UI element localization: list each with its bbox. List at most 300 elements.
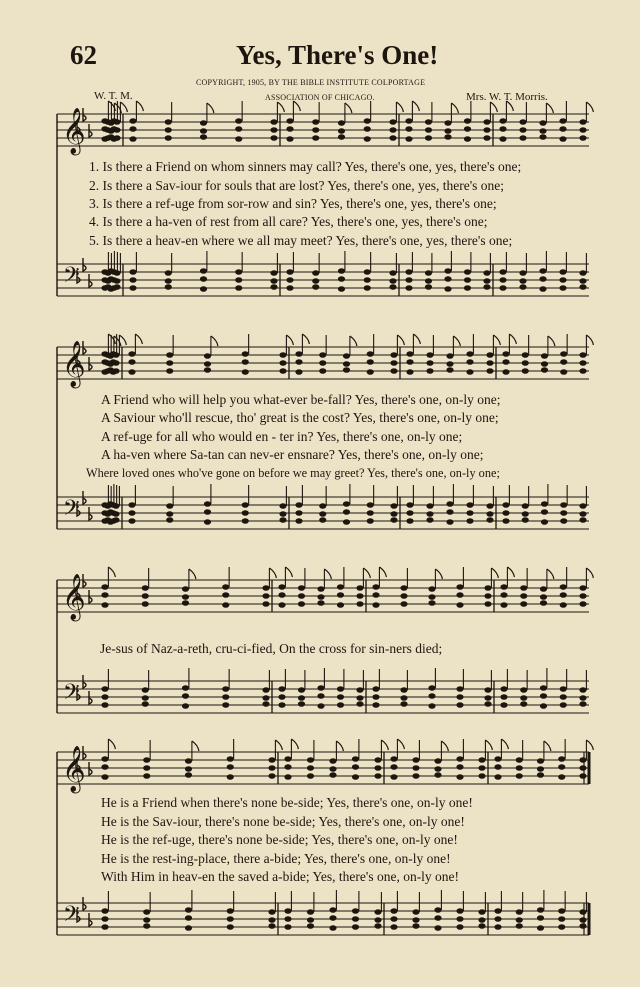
note-flag — [453, 336, 460, 346]
note-head — [101, 908, 108, 914]
note-head — [579, 773, 586, 779]
note-head — [541, 367, 548, 373]
note-head — [200, 276, 207, 282]
note-head — [374, 923, 381, 929]
note-head — [502, 359, 509, 365]
note-head — [579, 909, 586, 915]
note-head — [541, 353, 548, 359]
note-head — [338, 134, 345, 140]
bass-clef-icon: 𝄢 — [63, 902, 80, 932]
note-head — [338, 268, 345, 274]
note-head — [390, 517, 397, 523]
note-head — [182, 685, 189, 691]
note-head — [537, 766, 544, 772]
note-head — [262, 601, 269, 607]
note-head — [444, 268, 451, 274]
note-head — [400, 593, 407, 599]
note-head — [278, 686, 285, 692]
note-head — [204, 501, 211, 507]
note-head — [317, 594, 324, 600]
note-flag — [324, 569, 331, 579]
note-head — [486, 503, 493, 509]
note-head — [560, 694, 567, 700]
note-head — [466, 351, 473, 357]
note-head — [298, 585, 305, 591]
note-head — [268, 757, 275, 763]
note-head — [426, 517, 433, 523]
note-head — [128, 518, 135, 524]
note-head — [284, 764, 291, 770]
note-head — [270, 135, 277, 141]
note-head — [279, 360, 286, 366]
note-head — [560, 602, 567, 608]
note-head — [412, 923, 419, 929]
verse-4-line-1: 4. Is there a ha-ven of rest from all care? Yes, there's one, yes, there's one; — [89, 214, 488, 229]
note-head — [262, 701, 269, 707]
note-head — [579, 917, 586, 923]
note-head — [101, 584, 108, 590]
note-head — [516, 773, 523, 779]
note-head — [579, 284, 586, 290]
note-head — [560, 510, 567, 516]
note-head — [444, 134, 451, 140]
note-head — [268, 909, 275, 915]
note-head — [298, 701, 305, 707]
note-head — [412, 773, 419, 779]
note-head — [483, 119, 490, 125]
note-head — [486, 360, 493, 366]
note-head — [284, 916, 291, 922]
note-head — [222, 694, 229, 700]
note-head — [537, 915, 544, 921]
note-head — [278, 584, 285, 590]
note-head — [499, 118, 506, 124]
note-head — [539, 276, 546, 282]
note-head — [494, 924, 501, 930]
note-head — [486, 352, 493, 358]
note-head — [129, 269, 136, 275]
note-head — [113, 135, 120, 141]
note-head — [185, 772, 192, 778]
note-head — [389, 284, 396, 290]
verse-4-line-2: A ha-ven where Sa-tan can nev-er ensnare? Yes, there's one, on-ly one; — [101, 447, 484, 462]
note-head — [502, 518, 509, 524]
note-head — [444, 120, 451, 126]
note-head — [129, 118, 136, 124]
note-head — [286, 269, 293, 275]
note-head — [278, 602, 285, 608]
note-head — [227, 924, 234, 930]
note-head — [352, 756, 359, 762]
note-head — [298, 593, 305, 599]
note-head — [101, 916, 108, 922]
note-head — [372, 694, 379, 700]
note-head — [101, 924, 108, 930]
note-head — [128, 510, 135, 516]
note-head — [516, 917, 523, 923]
note-head — [286, 277, 293, 283]
note-head — [486, 517, 493, 523]
note-head — [356, 701, 363, 707]
note-flag — [381, 740, 388, 750]
note-head — [204, 509, 211, 515]
note-head — [560, 702, 567, 708]
note-head — [406, 359, 413, 365]
note-head — [278, 592, 285, 598]
note-head — [338, 276, 345, 282]
note-flag — [491, 568, 498, 578]
note-head — [500, 592, 507, 598]
note-head — [112, 360, 119, 366]
note-head — [200, 286, 207, 292]
note-head — [112, 503, 119, 509]
note-head — [284, 924, 291, 930]
note-head — [519, 284, 526, 290]
note-head — [579, 593, 586, 599]
note-head — [374, 909, 381, 915]
note-head — [389, 278, 396, 284]
note-head — [242, 359, 249, 365]
note-head — [182, 600, 189, 606]
note-head — [579, 765, 586, 771]
verse-4-line-3: He is the rest-ing-place, there a-bide; Yes, there's one, on-ly one! — [101, 851, 451, 866]
note-head — [279, 368, 286, 374]
note-head — [428, 586, 435, 592]
note-head — [142, 585, 149, 591]
note-head — [165, 135, 172, 141]
note-head — [235, 269, 242, 275]
note-head — [242, 518, 249, 524]
note-head — [312, 278, 319, 284]
note-head — [478, 923, 485, 929]
note-head — [270, 270, 277, 276]
note-head — [364, 269, 371, 275]
verse-5-line-2: Where loved ones who've gone on before we may greet? Yes, there's one, on-ly one; — [86, 466, 500, 480]
note-head — [520, 687, 527, 693]
note-head — [101, 702, 108, 708]
note-head — [500, 694, 507, 700]
note-head — [466, 369, 473, 375]
note-head — [428, 693, 435, 699]
note-head — [484, 695, 491, 701]
note-head — [400, 687, 407, 693]
note-head — [444, 128, 451, 134]
note-head — [456, 924, 463, 930]
note-head — [516, 757, 523, 763]
note-head — [374, 773, 381, 779]
note-flag — [120, 102, 127, 112]
note-flag — [586, 740, 593, 750]
note-head — [444, 276, 451, 282]
note-head — [540, 594, 547, 600]
note-flag — [135, 334, 142, 344]
note-head — [129, 136, 136, 142]
note-head — [185, 907, 192, 913]
note-head — [268, 773, 275, 779]
note-head — [522, 352, 529, 358]
note-head — [428, 600, 435, 606]
note-head — [319, 503, 326, 509]
note-head — [165, 127, 172, 133]
note-flag — [544, 741, 551, 751]
note-head — [298, 601, 305, 607]
note-head — [101, 694, 108, 700]
note-head — [456, 756, 463, 762]
note-head — [337, 602, 344, 608]
note-flag — [379, 567, 386, 577]
note-head — [390, 503, 397, 509]
note-head — [284, 756, 291, 762]
note-head — [112, 368, 119, 374]
note-head — [389, 135, 396, 141]
note-head — [412, 917, 419, 923]
note-head — [522, 360, 529, 366]
note-head — [520, 701, 527, 707]
note-head — [317, 703, 324, 709]
note-head — [579, 270, 586, 276]
note-head — [560, 686, 567, 692]
note-head — [500, 686, 507, 692]
note-head — [494, 916, 501, 922]
note-head — [560, 359, 567, 365]
note-head — [113, 278, 120, 284]
note-head — [227, 764, 234, 770]
note-flag — [485, 740, 492, 750]
note-head — [516, 909, 523, 915]
note-flag — [293, 101, 300, 111]
note-head — [559, 269, 566, 275]
note-head — [235, 136, 242, 142]
note-head — [204, 361, 211, 367]
note-head — [539, 128, 546, 134]
note-flag — [108, 567, 115, 577]
note-head — [143, 765, 150, 771]
note-head — [286, 136, 293, 142]
note-head — [200, 134, 207, 140]
note-head — [343, 353, 350, 359]
note-head — [329, 907, 336, 913]
note-head — [456, 908, 463, 914]
note-head — [262, 593, 269, 599]
note-head — [329, 758, 336, 764]
note-head — [101, 686, 108, 692]
note-head — [502, 369, 509, 375]
note-head — [520, 593, 527, 599]
treble-clef-icon: 𝄞 — [62, 108, 86, 154]
note-head — [389, 127, 396, 133]
note-head — [519, 119, 526, 125]
note-head — [560, 584, 567, 590]
note-head — [559, 126, 566, 132]
verse-3-line-3: He is the ref-uge, there's none be-side; Yes, there's one, on-ly one! — [101, 832, 458, 847]
note-head — [278, 702, 285, 708]
note-head — [486, 511, 493, 517]
note-head — [278, 694, 285, 700]
note-head — [579, 119, 586, 125]
note-head — [541, 361, 548, 367]
note-head — [128, 502, 135, 508]
note-head — [579, 352, 586, 358]
note-head — [352, 764, 359, 770]
note-head — [428, 685, 435, 691]
note-head — [200, 268, 207, 274]
note-head — [312, 270, 319, 276]
note-head — [540, 586, 547, 592]
note-head — [405, 136, 412, 142]
note-head — [142, 687, 149, 693]
note-head — [113, 284, 120, 290]
note-flag — [136, 101, 143, 111]
note-head — [560, 351, 567, 357]
note-flag — [189, 569, 196, 579]
note-head — [446, 519, 453, 525]
note-head — [312, 127, 319, 133]
note-flag — [546, 103, 553, 113]
note-head — [390, 764, 397, 770]
note-head — [559, 285, 566, 291]
note-head — [372, 686, 379, 692]
note-flag — [397, 739, 404, 749]
note-flag — [211, 336, 218, 346]
note-head — [128, 351, 135, 357]
note-head — [466, 510, 473, 516]
note-flag — [441, 741, 448, 751]
note-head — [446, 361, 453, 367]
note-head — [412, 909, 419, 915]
note-flag — [277, 102, 284, 112]
note-flag — [286, 335, 293, 345]
note-flag — [336, 741, 343, 751]
note-head — [406, 351, 413, 357]
note-head — [519, 278, 526, 284]
note-head — [400, 601, 407, 607]
note-head — [222, 602, 229, 608]
note-head — [356, 601, 363, 607]
note-head — [307, 765, 314, 771]
note-head — [235, 277, 242, 283]
note-head — [329, 766, 336, 772]
note-head — [560, 518, 567, 524]
note-head — [317, 600, 324, 606]
note-head — [337, 694, 344, 700]
note-head — [400, 701, 407, 707]
note-head — [428, 594, 435, 600]
note-head — [499, 277, 506, 283]
note-head — [579, 923, 586, 929]
note-head — [312, 135, 319, 141]
note-head — [307, 917, 314, 923]
note-head — [227, 756, 234, 762]
note-head — [166, 511, 173, 517]
note-head — [286, 285, 293, 291]
note-flag — [451, 103, 458, 113]
note-head — [579, 127, 586, 133]
note-head — [579, 503, 586, 509]
note-head — [426, 368, 433, 374]
note-head — [142, 695, 149, 701]
note-head — [558, 908, 565, 914]
verse-1-line-3: He is a Friend when there's none be-side; Yes, there's one, on-ly one! — [101, 795, 473, 810]
note-head — [400, 695, 407, 701]
note-head — [279, 517, 286, 523]
note-head — [319, 352, 326, 358]
note-head — [319, 368, 326, 374]
note-head — [519, 270, 526, 276]
note-head — [559, 136, 566, 142]
note-head — [185, 766, 192, 772]
note-head — [166, 503, 173, 509]
note-head — [499, 269, 506, 275]
note-head — [242, 351, 249, 357]
note-flag — [507, 567, 514, 577]
note-head — [128, 359, 135, 365]
verse-2-line-3: He is the Sav-iour, there's none be-side; Yes, there's one, on-ly one! — [101, 814, 465, 829]
note-head — [364, 277, 371, 283]
note-head — [464, 277, 471, 283]
copyright-line-2: ASSOCIATION OF CHICAGO. — [265, 93, 375, 102]
note-head — [262, 687, 269, 693]
note-head — [560, 592, 567, 598]
note-head — [390, 916, 397, 922]
note-head — [372, 702, 379, 708]
note-head — [390, 908, 397, 914]
note-head — [405, 126, 412, 132]
note-head — [405, 277, 412, 283]
note-head — [113, 127, 120, 133]
note-head — [242, 369, 249, 375]
note-head — [456, 916, 463, 922]
note-head — [166, 517, 173, 523]
note-head — [352, 916, 359, 922]
note-head — [434, 766, 441, 772]
note-head — [406, 518, 413, 524]
note-head — [558, 764, 565, 770]
refrain-line: Je-sus of Naz-a-reth, cru-ci-fied, On the cross for sin-ners died; — [100, 641, 443, 656]
note-head — [204, 519, 211, 525]
note-flag — [302, 334, 309, 344]
note-head — [101, 602, 108, 608]
note-head — [405, 269, 412, 275]
verse-2-line-1: 2. Is there a Sav-iour for souls that are lost? Yes, there's one, yes, there's one; — [89, 178, 505, 193]
note-flag — [509, 334, 516, 344]
note-head — [502, 502, 509, 508]
note-head — [478, 773, 485, 779]
note-head — [486, 368, 493, 374]
note-flag — [412, 101, 419, 111]
note-head — [478, 917, 485, 923]
note-head — [390, 924, 397, 930]
note-head — [235, 118, 242, 124]
note-head — [222, 702, 229, 708]
note-head — [541, 501, 548, 507]
note-head — [499, 285, 506, 291]
note-head — [389, 270, 396, 276]
note-head — [200, 120, 207, 126]
note-head — [390, 774, 397, 780]
note-head — [204, 353, 211, 359]
note-head — [522, 503, 529, 509]
note-head — [129, 285, 136, 291]
note-head — [268, 917, 275, 923]
note-head — [425, 278, 432, 284]
note-head — [406, 369, 413, 375]
note-head — [456, 694, 463, 700]
note-head — [364, 285, 371, 291]
note-flag — [586, 102, 593, 112]
note-flag — [285, 567, 292, 577]
note-head — [268, 765, 275, 771]
note-head — [356, 585, 363, 591]
